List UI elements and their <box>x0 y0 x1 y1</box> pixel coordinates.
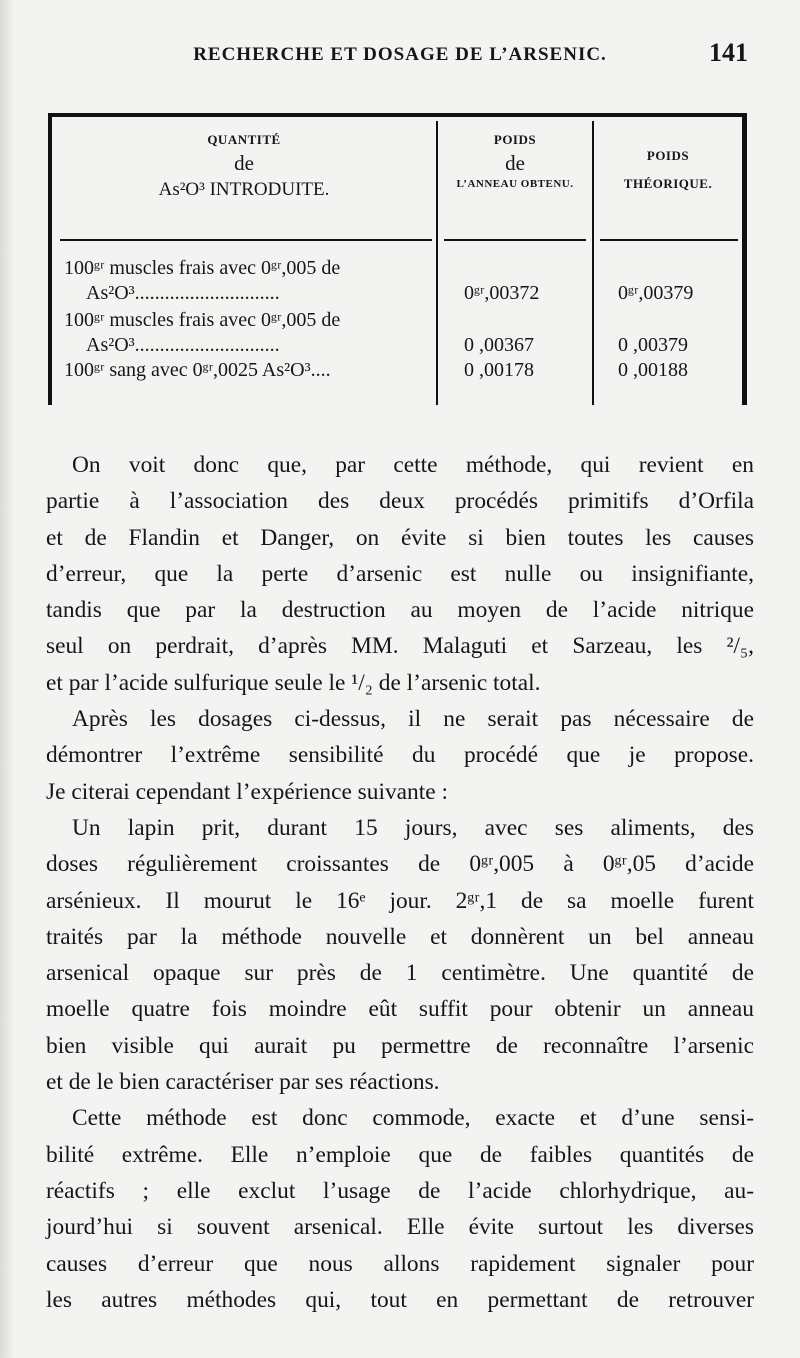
header-line: POIDS <box>646 148 690 163</box>
text-line: démontrer l’extrême sensibilité du procédé que je propose. <box>46 742 754 769</box>
text-line: Après les dosages ci-dessus, il ne serait pas nécessaire de <box>72 706 754 733</box>
row-description: 100ᵍʳ muscles frais avec 0ᵍʳ,005 de <box>64 257 341 279</box>
data-table <box>48 113 747 405</box>
running-head <box>48 38 752 78</box>
page-number: 141 <box>709 38 748 67</box>
row-description: 100ᵍʳ muscles frais avec 0ᵍʳ,005 de <box>64 309 341 331</box>
text-line: arsénieux. Il mourut le 16ᵉ jour. 2ᵍʳ,1 de sa moelle furent <box>46 887 754 914</box>
poids-theorique-value: 0ᵍʳ,00379 <box>618 282 694 304</box>
header-line: QUANTITÉ <box>207 132 281 147</box>
row-description: As²O³............................. <box>86 282 280 304</box>
header-poids-theorique <box>594 147 742 192</box>
header-rule <box>600 239 738 241</box>
header-quantite <box>52 131 436 203</box>
poids-theorique-value: 0 ,00188 <box>618 359 688 381</box>
header-rule <box>60 239 432 241</box>
text-line: doses régulièrement croissantes de 0ᵍʳ,005 à 0ᵍʳ,05 d’acide <box>46 851 754 878</box>
text-line: seul on perdrait, d’après MM. Malaguti et Sarzeau, les ²/₅, <box>46 633 754 660</box>
header-line: THÉORIQUE. <box>623 175 713 191</box>
text-line: et par l’acide sulfurique seule le ¹/₂ de l’arsenic total. <box>46 669 541 696</box>
header-poids-obtenu <box>438 131 592 192</box>
header-line: de <box>505 150 525 175</box>
text-line: Un lapin prit, durant 15 jours, avec ses aliments, des <box>72 814 754 841</box>
text-line: Je citerai cependant l’expérience suivante : <box>46 778 448 805</box>
header-line: L’ANNEAU OBTENU. <box>456 177 574 190</box>
poids-obtenu-value: 0 ,00367 <box>464 334 534 356</box>
text-line: réactifs ; elle exclut l’usage de l’acide chlorhydrique, au- <box>46 1177 754 1204</box>
header-rule <box>444 239 586 241</box>
text-line: On voit donc que, par cette méthode, qui revient en <box>72 452 754 478</box>
table-row <box>52 282 742 312</box>
text-line: et de le bien caractériser par ses réactions. <box>46 1069 440 1096</box>
text-line: et de Flandin et Danger, on évite si bien toutes les causes <box>46 524 754 551</box>
poids-obtenu-value: 0 ,00178 <box>464 359 534 381</box>
running-title: RECHERCHE ET DOSAGE DE L’ARSENIC. <box>193 44 607 65</box>
text-line: jourd’hui si souvent arsenical. Elle évite surtout les diverses <box>46 1214 754 1241</box>
body-text <box>46 447 754 1318</box>
page-edge <box>0 0 14 1358</box>
poids-obtenu-value: 0ᵍʳ,00372 <box>464 282 540 304</box>
text-line: d’erreur, que la perte d’arsenic est nulle ou insignifiante, <box>46 560 754 587</box>
row-description: As²O³............................. <box>86 334 280 356</box>
text-line: arsenical opaque sur près de 1 centimètre. Une quantité de <box>46 960 754 987</box>
text-line: bilité extrême. Elle n’emploie que de faibles quantités de <box>46 1141 754 1168</box>
header-line: As²O³ INTRODUITE. <box>158 178 330 200</box>
text-line: les autres méthodes qui, tout en permettant de retrouver <box>46 1286 754 1313</box>
poids-theorique-value: 0 ,00379 <box>618 334 688 356</box>
header-line: de <box>234 150 254 175</box>
row-description: 100ᵍʳ sang avec 0ᵍʳ,0025 As²O³.... <box>64 359 331 381</box>
text-line: partie à l’association des deux procédés primitifs d’Orfila <box>46 488 754 515</box>
text-line: bien visible qui aurait pu permettre de reconnaître l’arsenic <box>46 1032 754 1059</box>
text-line: causes d’erreur que nous allons rapidement signaler pour <box>46 1250 754 1277</box>
text-line: tandis que par la destruction au moyen de l’acide nitrique <box>46 597 754 624</box>
text-line: Cette méthode est donc commode, exacte et d’une sensi- <box>72 1105 754 1132</box>
text-line: traités par la méthode nouvelle et donnèrent un bel anneau <box>46 923 754 950</box>
header-line: POIDS <box>493 132 537 147</box>
text-line: moelle quatre fois moindre eût suffit pour obtenir un anneau <box>46 996 754 1023</box>
table-row <box>52 359 742 389</box>
